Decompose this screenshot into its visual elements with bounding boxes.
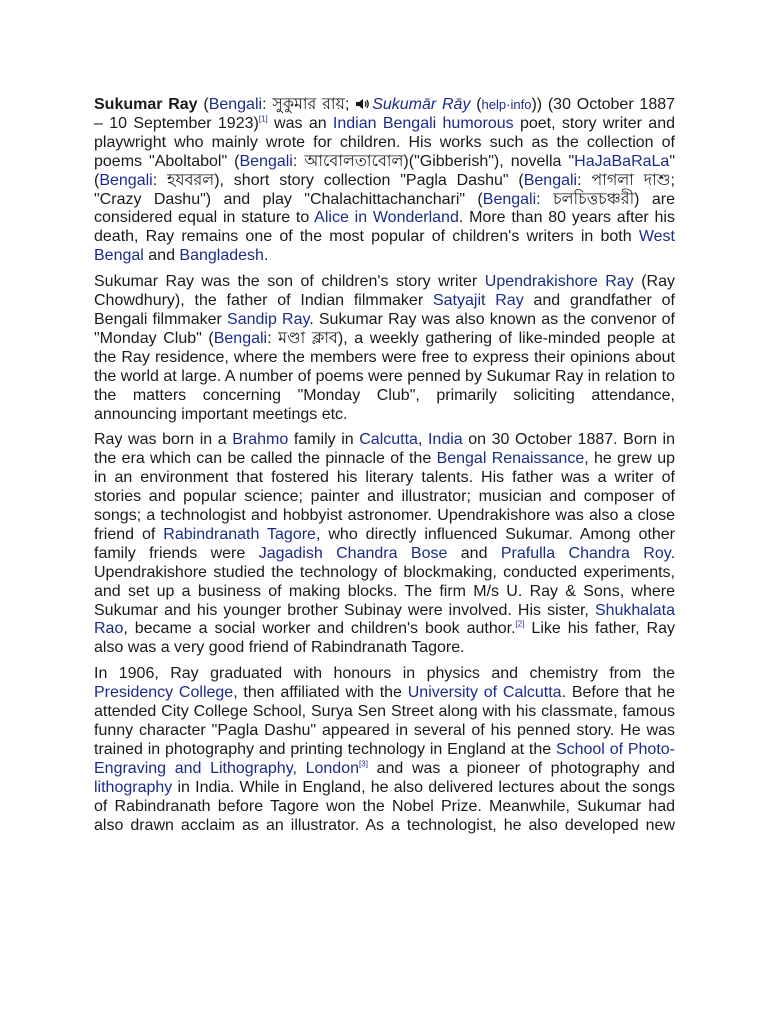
reference-3[interactable]: [3]: [359, 759, 368, 769]
link-bengali[interactable]: Bengali: [239, 152, 293, 170]
link-humorous[interactable]: humorous: [442, 114, 514, 132]
paragraph-education: In 1906, Ray graduated with honours in physics and chemistry from the Presidency College, then affiliated with the University of Calcutta. Before that he attended City College School, Surya Sen Street along with his classmate, famous funny character "Pagla Dashu" appeared in several of his penned story. He was trained in photography and printing technology in England at the School of Photo-Engraving and Lithography, London[3] and was a pioneer of photography and lithography in India. While in England, he also delivered lectures about the songs of Rabindranath before Tagore won the Nobel Prize. Meanwhile, Sukumar had also drawn acclaim as an illustrator. As a technologist, he also developed new: [94, 665, 676, 834]
link-university-of-calcutta[interactable]: University of Calcutta: [407, 684, 562, 702]
link-jagadish-chandra-bose[interactable]: Jagadish Chandra Bose: [258, 544, 448, 562]
link-west-bengal[interactable]: West Bengal: [94, 228, 675, 265]
link-bengali[interactable]: Bengali: [482, 190, 537, 208]
link-india[interactable]: India: [427, 431, 463, 449]
link-satyajit-ray[interactable]: Satyajit Ray: [432, 292, 524, 310]
link-alice-in-wonderland[interactable]: Alice in Wonderland: [314, 209, 459, 227]
link-school-of-photo-engraving[interactable]: School of Photo-Engraving and Lithography, London: [94, 740, 675, 777]
link-sandip-ray[interactable]: Sandip Ray: [227, 310, 310, 328]
link-info[interactable]: info: [510, 97, 532, 112]
link-upendrakishore-ray[interactable]: Upendrakishore Ray: [484, 273, 634, 291]
link-lithography[interactable]: lithography: [94, 778, 173, 796]
paragraph-family: Sukumar Ray was the son of children's story writer Upendrakishore Ray (Ray Chowdhury), the father of Indian filmmaker Satyajit Ray and grandfather of Bengali filmmaker Sandip Ray. Sukumar Ray was also known as the convenor of "Monday Club" (Bengali: মণ্ডা ক্লাব), a weekly gathering of like-minded people at the Ray residence, where the members were free to express their opinions about the world at large. A number of poems were penned by Sukumar Ray in relation to the matters concerning "Monday Club", primarily soliciting attendance, announcing important meetings etc.: [94, 273, 675, 423]
link-bengali[interactable]: Bengali: [213, 329, 268, 347]
speaker-icon[interactable]: [355, 97, 370, 109]
link-indian-bengali[interactable]: Indian Bengali: [332, 114, 437, 132]
link-calcutta[interactable]: Calcutta: [359, 431, 418, 449]
link-pronunciation[interactable]: Sukumār Rāy: [372, 96, 471, 113]
link-help[interactable]: help: [481, 97, 507, 112]
article-subject-name: Sukumar Ray: [94, 96, 198, 113]
link-prafulla-chandra-roy[interactable]: Prafulla Chandra Roy: [500, 544, 671, 562]
link-bengal-renaissance[interactable]: Bengal Renaissance: [436, 450, 585, 468]
link-bengali[interactable]: Bengali: [99, 171, 153, 189]
link-bengali[interactable]: Bengali: [208, 96, 263, 113]
article-body: [94, 96, 675, 842]
link-rabindranath-tagore[interactable]: Rabindranath Tagore: [163, 525, 316, 543]
link-bengali[interactable]: Bengali: [523, 171, 578, 189]
link-hajabarala[interactable]: HaJaBaRaLa: [574, 152, 670, 170]
paragraph-intro: Sukumar Ray (Bengali: সুকুমার রায়; Sukumār Rāy (help·info)) (30 October 1887 – 10 September 1923)[1] was an Indian Bengali humorous poet, story writer and playwright who mainly wrote for children. His works such as the collection of poems "Aboltabol" (Bengali: আবোলতাবোল)("Gibberish"), novella "HaJaBaRaLa" (Bengali: হযবরল), short story collection "Pagla Dashu" (Bengali: পাগলা দাশু; "Crazy Dashu") and play "Chalachittachanchari" (Bengali: চলচিত্তচঞ্চরী) are considered equal in stature to Alice in Wonderland. More than 80 years after his death, Ray remains one of the most popular of children's writers in both West Bengal and Bangladesh.: [94, 96, 676, 265]
link-presidency-college[interactable]: Presidency College: [94, 684, 234, 702]
link-shukhalata-rao[interactable]: Shukhalata Rao: [94, 601, 675, 638]
paragraph-early-life: Ray was born in a Brahmo family in Calcutta, India on 30 October 1887. Born in the era which can be called the pinnacle of the Bengal Renaissance, he grew up in an environment that fostered his literary talents. His father was a writer of stories and popular science; painter and illustrator; musician and composer of songs; a technologist and hobbyist astronomer. Upendrakishore was also a close friend of Rabindranath Tagore, who directly influenced Sukumar. Among other family friends were Jagadish Chandra Bose and Prafulla Chandra Roy. Upendrakishore studied the technology of blockmaking, conducted experiments, and set up a business of making blocks. The firm M/s U. Ray & Sons, where Sukumar and his younger brother Subinay were involved. His sister, Shukhalata Rao, became a social worker and children's book author.[2] Like his father, Ray also was a very good friend of Rabindranath Tagore.: [94, 431, 676, 657]
reference-1[interactable]: [1]: [258, 114, 268, 124]
reference-2[interactable]: [2]: [515, 620, 525, 630]
link-bangladesh[interactable]: Bangladesh: [179, 247, 264, 265]
link-brahmo[interactable]: Brahmo: [232, 431, 289, 449]
